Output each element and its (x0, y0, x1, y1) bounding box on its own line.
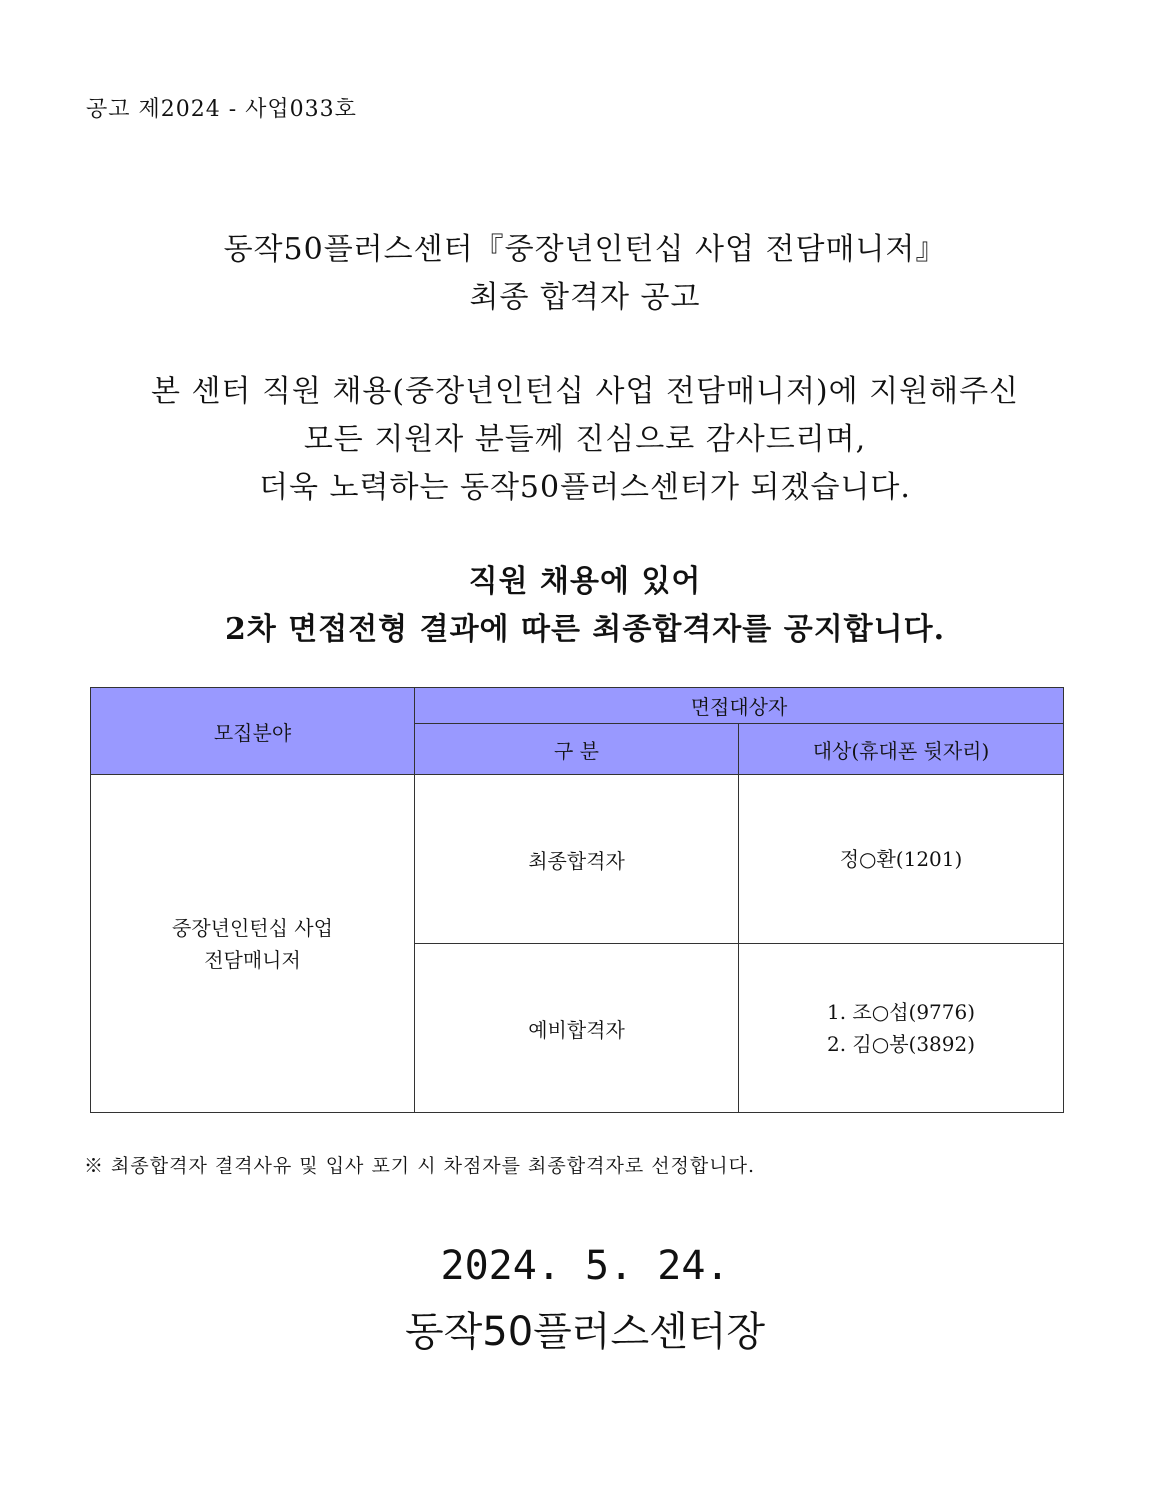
header-target: 대상(휴대폰 뒷자리) (739, 724, 1064, 775)
target-entry: 1. 조○섭(9776) (826, 1000, 976, 1024)
header-field: 모집분야 (91, 688, 415, 775)
greeting-line-3: 더욱 노력하는 동작50플러스센터가 되겠습니다. (259, 470, 911, 505)
announcement-line-2: 2차 면접전형 결과에 따른 최종합격자를 공지합니다. (224, 612, 946, 647)
footnote: ※ 최종합격자 결격사유 및 입사 포기 시 차점자를 최종합격자로 선정합니다. (84, 1155, 756, 1177)
page-subtitle: 최종 합격자 공고 (469, 280, 701, 315)
target-entry: 2. 김○봉(3892) (826, 1032, 976, 1056)
greeting-line-1: 본 센터 직원 채용(중장년인턴십 사업 전담매니저)에 지원해주신 (150, 374, 1020, 409)
category-cell: 최종합격자 (415, 775, 739, 944)
table-header-row (91, 688, 1064, 724)
notice-date: 2024. 5. 24. (440, 1243, 730, 1289)
target-cell (739, 775, 1064, 944)
table-row (91, 775, 1064, 944)
issuer-signature: 동작50플러스센터장 (404, 1309, 766, 1355)
announcement-line-1: 직원 채용에 있어 (468, 564, 702, 599)
target-entry: 정○환(1201) (839, 847, 963, 871)
target-cell (739, 944, 1064, 1113)
field-line-2: 전담매니저 (204, 947, 301, 972)
header-category: 구 분 (415, 724, 739, 775)
category-cell: 예비합격자 (415, 944, 739, 1113)
greeting-line-2: 모든 지원자 분들께 진심으로 감사드리며, (303, 422, 867, 457)
field-line-1: 중장년인턴십 사업 (172, 915, 333, 940)
field-cell (91, 775, 415, 1113)
notice-number: 공고 제2024 - 사업033호 (86, 97, 357, 122)
header-interview: 면접대상자 (415, 688, 1064, 724)
results-table (90, 687, 1064, 1113)
page-title: 동작50플러스센터『중장년인턴십 사업 전담매니저』 (223, 232, 947, 267)
